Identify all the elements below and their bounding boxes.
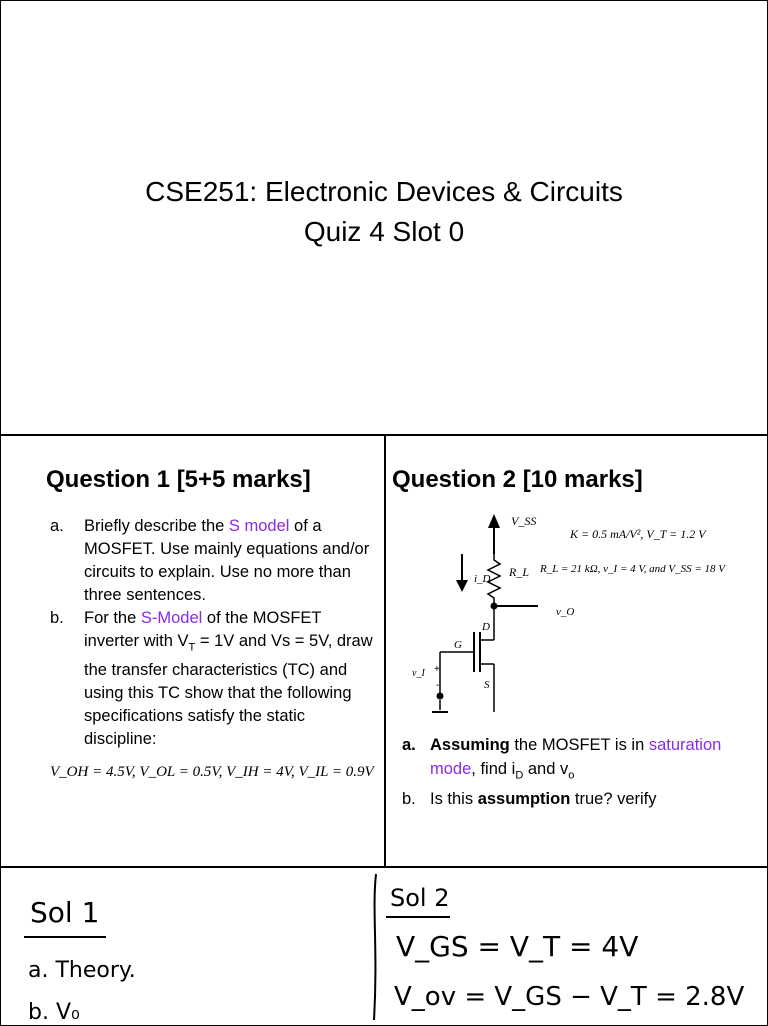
gate-label: G [454,639,462,651]
quiz-title: Quiz 4 Slot 0 [303,216,465,247]
question-2-heading: Question 2 [10 marks] [392,466,643,493]
q1-a-text [84,515,380,607]
vss-label: V_SS [511,514,537,528]
vi-label: v_I [412,668,425,679]
course-title: CSE251: Electronic Devices & Circuits [145,176,623,207]
q1-item-a [50,515,380,607]
q2-a-text1: the MOSFET is in [509,736,649,754]
vgs-equation: V_GS = V_T = 4V [396,930,639,963]
params-line-2: R_L = 21 kΩ, v_I = 4 V, and V_SS = 18 V [540,563,726,575]
spec-equation: V_OH = 4.5V, V_OL = 0.5V, V_IH = 4V, V_IL = 0.9V [50,764,374,780]
vo-label: v_O [556,606,575,618]
q2-a-text [430,733,762,787]
q2-b-label: b. [402,790,416,809]
drain-label: D [482,621,490,633]
q1-a-post: of a MOSFET. Use mainly equations and/or circuits to explain. Use no more than three sentences. [84,517,370,604]
q2-b-post: true? verify [570,790,657,809]
q2-b-pre: Is this [430,790,478,809]
question-1-list [50,515,380,751]
input-node [437,693,444,700]
id-label: i_D [474,573,491,585]
id-arrow-icon [456,580,468,592]
question-2-list [402,733,762,811]
q2-item-b [402,787,762,811]
saturation-highlight: saturation mode [430,736,722,778]
q2-a-text2: , find i [471,760,516,778]
rl-label: R_L [509,565,530,579]
sol1-part-b: b. V₀ [28,1000,80,1025]
q1-a-pre: Briefly describe the [84,517,229,535]
q1-b-label: b. [50,609,64,627]
question-1-heading: Question 1 [5+5 marks] [46,466,311,493]
assuming-bold: Assuming [430,736,510,754]
mosfet-circuit-diagram [384,434,768,734]
q1-item-b [50,607,380,751]
vov-equation: V_ov = V_GS − V_T = 2.8V [394,982,745,1012]
q2-a-label: a. [402,736,416,754]
minus-label: - [436,680,440,691]
s-model-highlight: S model [228,517,290,535]
sol1-part-a: a. Theory. [28,958,136,983]
source-label: S [484,679,490,691]
sol2-underline [386,916,450,918]
q1-b-post2: = 1V and Vs = 5V, draw the transfer characteristics (TC) and using this TC show that the following specifications satisfy the static discipline: [84,632,373,749]
vss-arrow-icon [488,514,500,528]
sol2-heading: Sol 2 [390,884,450,912]
vo-subscript: o [568,769,575,782]
assumption-bold: assumption [477,790,571,809]
q2-item-a [402,733,762,787]
plus-label: + [434,664,440,675]
s-model-highlight-b: S-Model [140,609,203,627]
q1-b-post1: of the MOSFET inverter with V [84,609,322,650]
q1-b-text [84,607,380,751]
sol1-underline [24,936,106,938]
params-line-1: K = 0.5 mA/V², V_T = 1.2 V [570,527,706,541]
sol1-heading: Sol 1 [30,896,100,929]
q1-a-label: a. [50,517,64,535]
q2-a-text3: and v [523,760,569,778]
q1-b-pre: For the [84,609,141,627]
vt-subscript: T [188,641,196,654]
id-subscript: D [515,769,524,782]
q2-b-text [430,787,657,811]
solution-divider [368,870,388,1024]
